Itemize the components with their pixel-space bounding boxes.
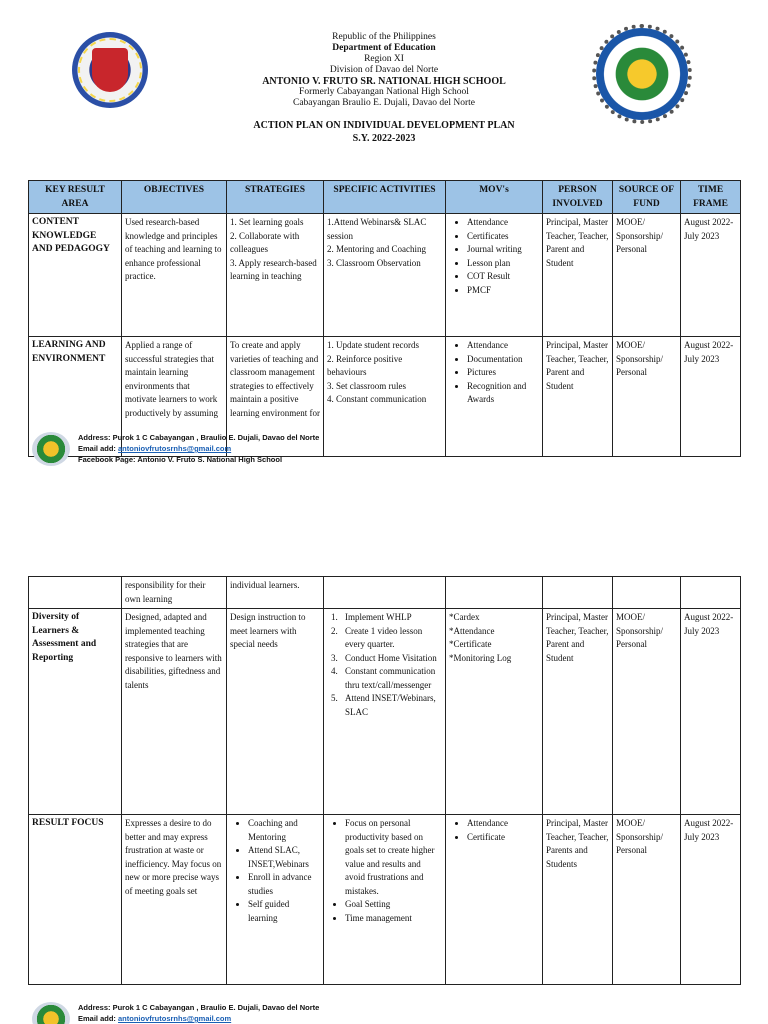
mov-item: *Monitoring Log xyxy=(449,652,512,663)
activity-item: • Time management xyxy=(345,912,442,926)
movs-cell xyxy=(446,609,543,815)
activity-item: 2. Create 1 video lesson every quarter. xyxy=(331,625,423,649)
footer-email-line xyxy=(78,1013,498,1024)
kra-cell: LEARNING AND ENVIRONMENT xyxy=(29,337,122,457)
mov-item: *Certificate xyxy=(449,639,492,649)
strategies-cell xyxy=(227,214,324,337)
col-header-objectives: OBJECTIVES xyxy=(122,181,227,214)
kra-cell: CONTENT KNOWLEDGE AND PEDAGOGY xyxy=(29,214,122,337)
mov-item: • Attendance xyxy=(467,216,539,230)
col-header-time: TIME FRAME xyxy=(681,181,741,214)
movs-cell xyxy=(446,214,543,337)
footer-email-label: Email add: xyxy=(78,444,119,453)
action-plan-table-page-2 xyxy=(28,576,741,985)
school-logo-icon xyxy=(32,432,70,466)
footer-email-label: Email add: xyxy=(78,1014,119,1023)
strategies-cell xyxy=(227,815,324,985)
objectives-cell: Applied a range of successful strategies that maintain learning environments that motivate learners to work productively by assuming xyxy=(122,337,227,457)
kra-cell xyxy=(29,577,122,609)
activities-cell xyxy=(324,577,446,609)
mov-item: • Attendance xyxy=(467,339,539,353)
strategy-item: 2. Collaborate with colleagues xyxy=(230,230,300,254)
activity-item: • Focus on personal productivity based on goals set to create higher value and results and avoid frustrations and mistakes. xyxy=(345,817,442,898)
header-region: Region XI xyxy=(364,54,404,64)
strategy-item: 1. Set learning goals xyxy=(230,217,304,227)
strategy-item: • Coaching and Mentoring xyxy=(248,817,320,844)
table-header-row xyxy=(29,181,741,214)
kra-cell: Diversity of Learners & Assessment and Reporting xyxy=(29,609,122,815)
fund-cell: MOOE/ Sponsorship/ Personal xyxy=(613,609,681,815)
header-address: Cabayangan Braulio E. Dujali, Davao del Norte xyxy=(292,98,476,108)
activities-cell xyxy=(324,214,446,337)
mov-item: • Recognition and Awards xyxy=(467,380,539,407)
time-cell: August 2022- July 2023 xyxy=(681,337,741,457)
person-cell: Principal, Master Teacher, Teacher, Parent and Student xyxy=(543,214,613,337)
time-cell: August 2022- July 2023 xyxy=(681,815,741,985)
col-header-fund: SOURCE OF FUND xyxy=(613,181,681,214)
school-year: S.Y. 2022-2023 xyxy=(352,133,416,144)
fund-cell xyxy=(613,577,681,609)
strategy-item: • Enroll in advance studies xyxy=(248,871,320,898)
time-cell: August 2022- July 2023 xyxy=(681,609,741,815)
table-row-continued xyxy=(29,577,741,609)
mov-item: • Certificate xyxy=(467,831,539,845)
mov-item: • Pictures xyxy=(467,366,539,380)
footer-address: Address: Purok 1 C Cabayangan , Braulio E. Dujali, Davao del Norte xyxy=(78,1003,320,1012)
table-row xyxy=(29,815,741,985)
school-logo-icon xyxy=(32,1002,70,1024)
activities-cell xyxy=(324,609,446,815)
header-school-name: ANTONIO V. FRUTO SR. NATIONAL HIGH SCHOOL xyxy=(262,76,506,87)
strategy-item: • Attend SLAC, INSET,Webinars xyxy=(248,844,320,871)
activity-item: 3. Set classroom rules xyxy=(327,380,406,391)
header-republic: Republic of the Philippines xyxy=(332,32,436,42)
table-row xyxy=(29,609,741,815)
strategy-item: • Self guided learning xyxy=(248,898,320,925)
footer-email-link[interactable]: antoniovfrutosrnhs@gmail.com xyxy=(118,444,232,453)
footer-email-link[interactable]: antoniovfrutosrnhs@gmail.com xyxy=(118,1014,232,1023)
activity-item: 4. Constant communication thru text/call/messenger xyxy=(331,666,436,690)
fund-cell: MOOE/ Sponsorship/ Personal xyxy=(613,815,681,985)
person-cell: Principal, Master Teacher, Teacher, Parent and Student xyxy=(543,609,613,815)
objectives-cell: responsibility for their own learning xyxy=(122,577,227,609)
person-cell: Principal, Master Teacher, Teacher, Parents and Students xyxy=(543,815,613,985)
activity-item: 3. Conduct Home Visitation xyxy=(331,652,437,663)
header-division: Division of Davao del Norte xyxy=(329,65,439,75)
document-page-1 xyxy=(0,0,768,510)
footer-address: Address: Purok 1 C Cabayangan , Braulio E. Dujali, Davao del Norte xyxy=(78,433,320,442)
objectives-cell: Used research-based knowledge and principles of teaching and learning to enhance professional practice. xyxy=(122,214,227,337)
time-cell xyxy=(681,577,741,609)
movs-cell xyxy=(446,815,543,985)
footer-email-line xyxy=(78,443,498,454)
mov-item: • Lesson plan xyxy=(467,257,539,271)
mov-item: • Certificates xyxy=(467,230,539,244)
strategies-cell: Design instruction to meet learners with special needs xyxy=(227,609,324,815)
activity-item: 4. Constant communication xyxy=(327,394,427,404)
mov-item: • Documentation xyxy=(467,353,539,367)
col-header-movs: MOV's xyxy=(446,181,543,214)
col-header-strategies: STRATEGIES xyxy=(227,181,324,214)
mov-item: • Attendance xyxy=(467,817,539,831)
document-page-2 xyxy=(0,560,768,1024)
person-cell xyxy=(543,577,613,609)
letterhead xyxy=(0,32,768,145)
col-header-person: PERSON INVOLVED xyxy=(543,181,613,214)
mov-item: • Journal writing xyxy=(467,243,539,257)
mov-item: *Attendance xyxy=(449,625,495,636)
fund-cell: MOOE/ Sponsorship/ Personal xyxy=(613,214,681,337)
document-title: ACTION PLAN ON INDIVIDUAL DEVELOPMENT PLAN xyxy=(253,120,515,131)
kra-cell: RESULT FOCUS xyxy=(29,815,122,985)
strategy-item: 3. Apply research-based learning in teaching xyxy=(230,257,317,281)
action-plan-table-page-1 xyxy=(28,180,741,457)
col-header-activities: SPECIFIC ACTIVITIES xyxy=(324,181,446,214)
activities-cell xyxy=(324,815,446,985)
activity-item: 2. Mentoring and Coaching xyxy=(327,244,426,254)
header-formerly: Formerly Cabayangan National High School xyxy=(299,87,469,97)
activity-item: 5. Attend INSET/Webinars, SLAC xyxy=(331,693,436,717)
person-cell: Principal, Master Teacher, Teacher, Parent and Student xyxy=(543,337,613,457)
strategies-cell: individual learners. xyxy=(227,577,324,609)
mov-item: • COT Result xyxy=(467,270,539,284)
activity-item: 2. Reinforce positive behaviours xyxy=(327,353,403,377)
activity-item: 3. Classroom Observation xyxy=(327,257,421,268)
col-header-kra: KEY RESULT AREA xyxy=(29,181,122,214)
fund-cell: MOOE/ Sponsorship/ Personal xyxy=(613,337,681,457)
objectives-cell: Expresses a desire to do better and may express frustration at waste or inefficiency. May focus on new or more precise ways of meeting goals set xyxy=(122,815,227,985)
objectives-cell: Designed, adapted and implemented teaching strategies that are responsive to learners with disabilities, giftedness and talents xyxy=(122,609,227,815)
activity-item: • Goal Setting xyxy=(345,898,442,912)
table-row xyxy=(29,214,741,337)
mov-item: *Cardex xyxy=(449,612,480,622)
movs-cell xyxy=(446,577,543,609)
activity-item: 1. Update student records xyxy=(327,340,419,350)
activity-item: 1.Attend Webinars& SLAC session xyxy=(327,217,427,241)
mov-item: • PMCF xyxy=(467,284,539,298)
time-cell: August 2022- July 2023 xyxy=(681,214,741,337)
activity-item: 1. Implement WHLP xyxy=(331,612,412,622)
strategies-cell: To create and apply varieties of teaching and classroom management strategies to effectively maintain a positive learning environment for xyxy=(227,337,324,457)
footer-facebook: Facebook Page: Antonio V. Fruto S. National High School xyxy=(78,455,283,464)
header-department: Department of Education xyxy=(332,43,436,53)
